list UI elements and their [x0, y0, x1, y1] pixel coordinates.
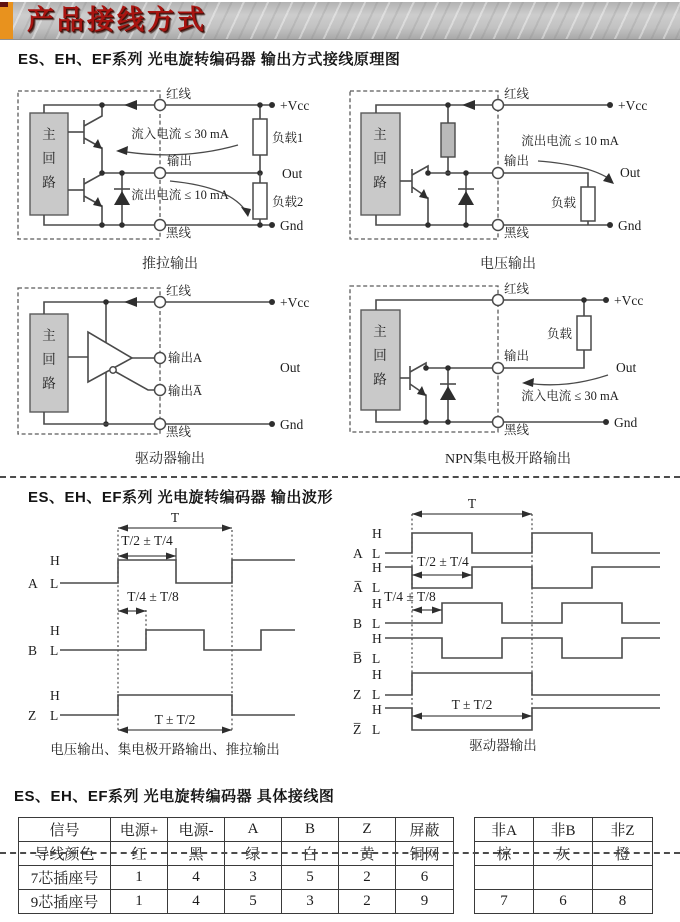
note-current-in: 流入电流 ≤ 30 mA [131, 127, 229, 141]
table-cell: Z [339, 818, 396, 842]
table-cell: 3 [282, 890, 339, 914]
vcc-label: +Vcc [618, 98, 648, 113]
main-circuit-label-char: 回 [42, 352, 56, 367]
main-circuit-label-char: 路 [373, 372, 387, 387]
level-high: H [372, 560, 382, 575]
table-cell: B [282, 818, 339, 842]
main-circuit-label-char: 回 [373, 151, 387, 166]
channel-label: B [28, 643, 38, 658]
wiring-table-main [18, 817, 454, 914]
table-cell: 9 [396, 890, 454, 914]
level-high: H [372, 667, 382, 682]
out-label: Out [620, 165, 641, 180]
table-cell: 红 [111, 842, 168, 866]
main-circuit-label-char: 路 [373, 175, 387, 190]
waveform-differential [343, 498, 678, 765]
level-high: H [372, 526, 382, 541]
circuit-npn-diagram [348, 280, 680, 480]
circuit-caption: 推拉输出 [142, 257, 198, 272]
circuit-caption: 电压输出 [480, 257, 536, 272]
waveform-right-traces [385, 511, 660, 731]
level-high: H [50, 623, 60, 638]
section-heading-principle: ES、EH、EF系列 光电旋转编码器 输出方式接线原理图 [18, 51, 401, 68]
waveform-caption: 电压输出、集电极开路输出、推拉输出 [50, 742, 280, 757]
table-cell: 绿 [225, 842, 282, 866]
load-label: 负载 [546, 327, 572, 341]
table-cell [475, 866, 534, 890]
dim-t2: T/2 ± T/4 [121, 533, 173, 548]
table-cell: 6 [396, 866, 454, 890]
table-cell: A [225, 818, 282, 842]
table-cell: 4 [168, 890, 225, 914]
red-wire-label: 红线 [166, 284, 192, 298]
table-row [475, 818, 653, 842]
vcc-label: +Vcc [614, 293, 644, 308]
table-cell: 5 [282, 866, 339, 890]
level-low: L [50, 708, 59, 723]
channel-label: A [353, 546, 363, 561]
table-cell: 4 [168, 866, 225, 890]
dim-t: T [170, 510, 180, 525]
channel-label-bar: B̅ [353, 651, 363, 666]
main-circuit-label-char: 回 [373, 348, 387, 363]
level-low: L [50, 643, 59, 658]
level-high: H [372, 631, 382, 646]
out-label: Out [280, 360, 301, 375]
main-circuit-label-char: 主 [373, 324, 387, 339]
circuit-driver-diagram [10, 280, 340, 480]
load2-label: 负载2 [272, 195, 304, 209]
vcc-label: +Vcc [280, 295, 310, 310]
table-cell: 1 [111, 890, 168, 914]
dim-t: T [467, 498, 477, 511]
level-high: H [50, 688, 60, 703]
table-row [475, 866, 653, 890]
table-cell: 2 [339, 890, 396, 914]
table-cell: 信号 [19, 818, 111, 842]
npn-wires [350, 286, 609, 432]
title-banner [0, 2, 680, 40]
table-cell [534, 866, 593, 890]
output-label: 输出 [504, 349, 530, 363]
circuit-voltage-diagram [348, 85, 680, 285]
level-low: L [372, 580, 381, 595]
output-label: 输出 [504, 154, 530, 168]
channel-label: Z [28, 708, 37, 723]
table-cell: 黑 [168, 842, 225, 866]
section-heading-waveform: ES、EH、EF系列 光电旋转编码器 输出波形 [28, 489, 333, 506]
table-row [19, 818, 454, 842]
table-row [19, 866, 454, 890]
red-wire-label: 红线 [504, 87, 530, 101]
waveform-single-ended [5, 498, 340, 765]
level-low: L [372, 616, 381, 631]
table-cell: 7 [475, 890, 534, 914]
table-cell: 非A [475, 818, 534, 842]
main-circuit-label-char: 路 [42, 376, 56, 391]
page-break-dashed-line [0, 852, 680, 854]
main-circuit-label-char: 路 [42, 175, 56, 190]
table-cell: 棕 [475, 842, 534, 866]
dim-tz: T ± T/2 [451, 697, 493, 712]
table-cell: 8 [593, 890, 653, 914]
table-cell: 非Z [593, 818, 653, 842]
output-abar-label: 输出A̅ [168, 384, 203, 398]
load1-label: 负载1 [272, 131, 304, 145]
black-wire-label: 黑线 [504, 423, 530, 437]
table-cell: 非B [534, 818, 593, 842]
vcc-label: +Vcc [280, 98, 310, 113]
table-cell: 9芯插座号 [19, 890, 111, 914]
circuit-caption: NPN集电极开路输出 [444, 452, 572, 467]
dim-t2: T/2 ± T/4 [417, 554, 469, 569]
driver-wires [18, 288, 275, 434]
channel-label-bar: Z̅ [353, 722, 362, 737]
main-circuit-label-char: 主 [42, 127, 56, 142]
banner-corner-notch [0, 2, 8, 7]
channel-label: B [353, 616, 363, 631]
output-a-label: 输出A [168, 351, 203, 365]
level-high: H [372, 702, 382, 717]
banner-accent-bar [0, 2, 13, 39]
gnd-label: Gnd [280, 417, 304, 432]
waveform-left-traces [60, 525, 295, 734]
table-row [19, 890, 454, 914]
table-cell: 7芯插座号 [19, 866, 111, 890]
table-cell: 电源+ [111, 818, 168, 842]
table-cell: 屏蔽 [396, 818, 454, 842]
section-heading-wiring: ES、EH、EF系列 光电旋转编码器 具体接线图 [14, 788, 335, 805]
black-wire-label: 黑线 [166, 226, 192, 240]
table-cell: 电源- [168, 818, 225, 842]
level-low: L [372, 687, 381, 702]
table-cell: 灰 [534, 842, 593, 866]
main-circuit-label-char: 回 [42, 151, 56, 166]
table-cell: 橙 [593, 842, 653, 866]
gnd-label: Gnd [614, 415, 638, 430]
wiring-table-aux [474, 817, 653, 914]
red-wire-label: 红线 [504, 282, 530, 296]
table-cell: 2 [339, 866, 396, 890]
channel-label-bar: A̅ [353, 580, 363, 595]
page-divider-dashed [0, 476, 680, 478]
table-cell: 6 [534, 890, 593, 914]
level-low: L [372, 722, 381, 737]
channel-label: Z [353, 687, 362, 702]
level-low: L [372, 651, 381, 666]
note-current-out: 流出电流 ≤ 10 mA [131, 188, 229, 202]
level-low: L [372, 546, 381, 561]
table-cell: 白 [282, 842, 339, 866]
black-wire-label: 黑线 [166, 425, 192, 439]
out-label: Out [282, 166, 303, 181]
dim-tz: T ± T/2 [154, 712, 196, 727]
note-current-in: 流入电流 ≤ 30 mA [521, 389, 619, 403]
voltage-wires [350, 91, 614, 239]
table-row [475, 890, 653, 914]
page-title: 产品接线方式 [27, 5, 207, 35]
out-label: Out [616, 360, 637, 375]
table-cell: 铜网 [396, 842, 454, 866]
circuit-push-pull-diagram [10, 85, 340, 285]
waveform-caption: 驱动器输出 [469, 738, 537, 753]
main-circuit-label-char: 主 [42, 328, 56, 343]
channel-label: A [28, 576, 38, 591]
output-label: 输出 [167, 154, 193, 168]
main-circuit-label-char: 主 [373, 127, 387, 142]
table-cell [593, 866, 653, 890]
table-cell: 黄 [339, 842, 396, 866]
table-cell: 1 [111, 866, 168, 890]
table-cell: 5 [225, 890, 282, 914]
table-cell: 3 [225, 866, 282, 890]
level-low: L [50, 576, 59, 591]
circuit-caption: 驱动器输出 [135, 452, 205, 467]
red-wire-label: 红线 [166, 87, 192, 101]
gnd-label: Gnd [280, 218, 304, 233]
dim-t4: T/4 ± T/8 [127, 589, 179, 604]
load-label: 负载 [550, 196, 576, 210]
gnd-label: Gnd [618, 218, 642, 233]
level-high: H [372, 596, 382, 611]
level-high: H [50, 553, 60, 568]
black-wire-label: 黑线 [504, 226, 530, 240]
push-pull-wires [18, 91, 275, 239]
table-cell: 导线颜色 [19, 842, 111, 866]
dim-t4: T/4 ± T/8 [384, 589, 436, 604]
note-current-out: 流出电流 ≤ 10 mA [521, 134, 619, 148]
